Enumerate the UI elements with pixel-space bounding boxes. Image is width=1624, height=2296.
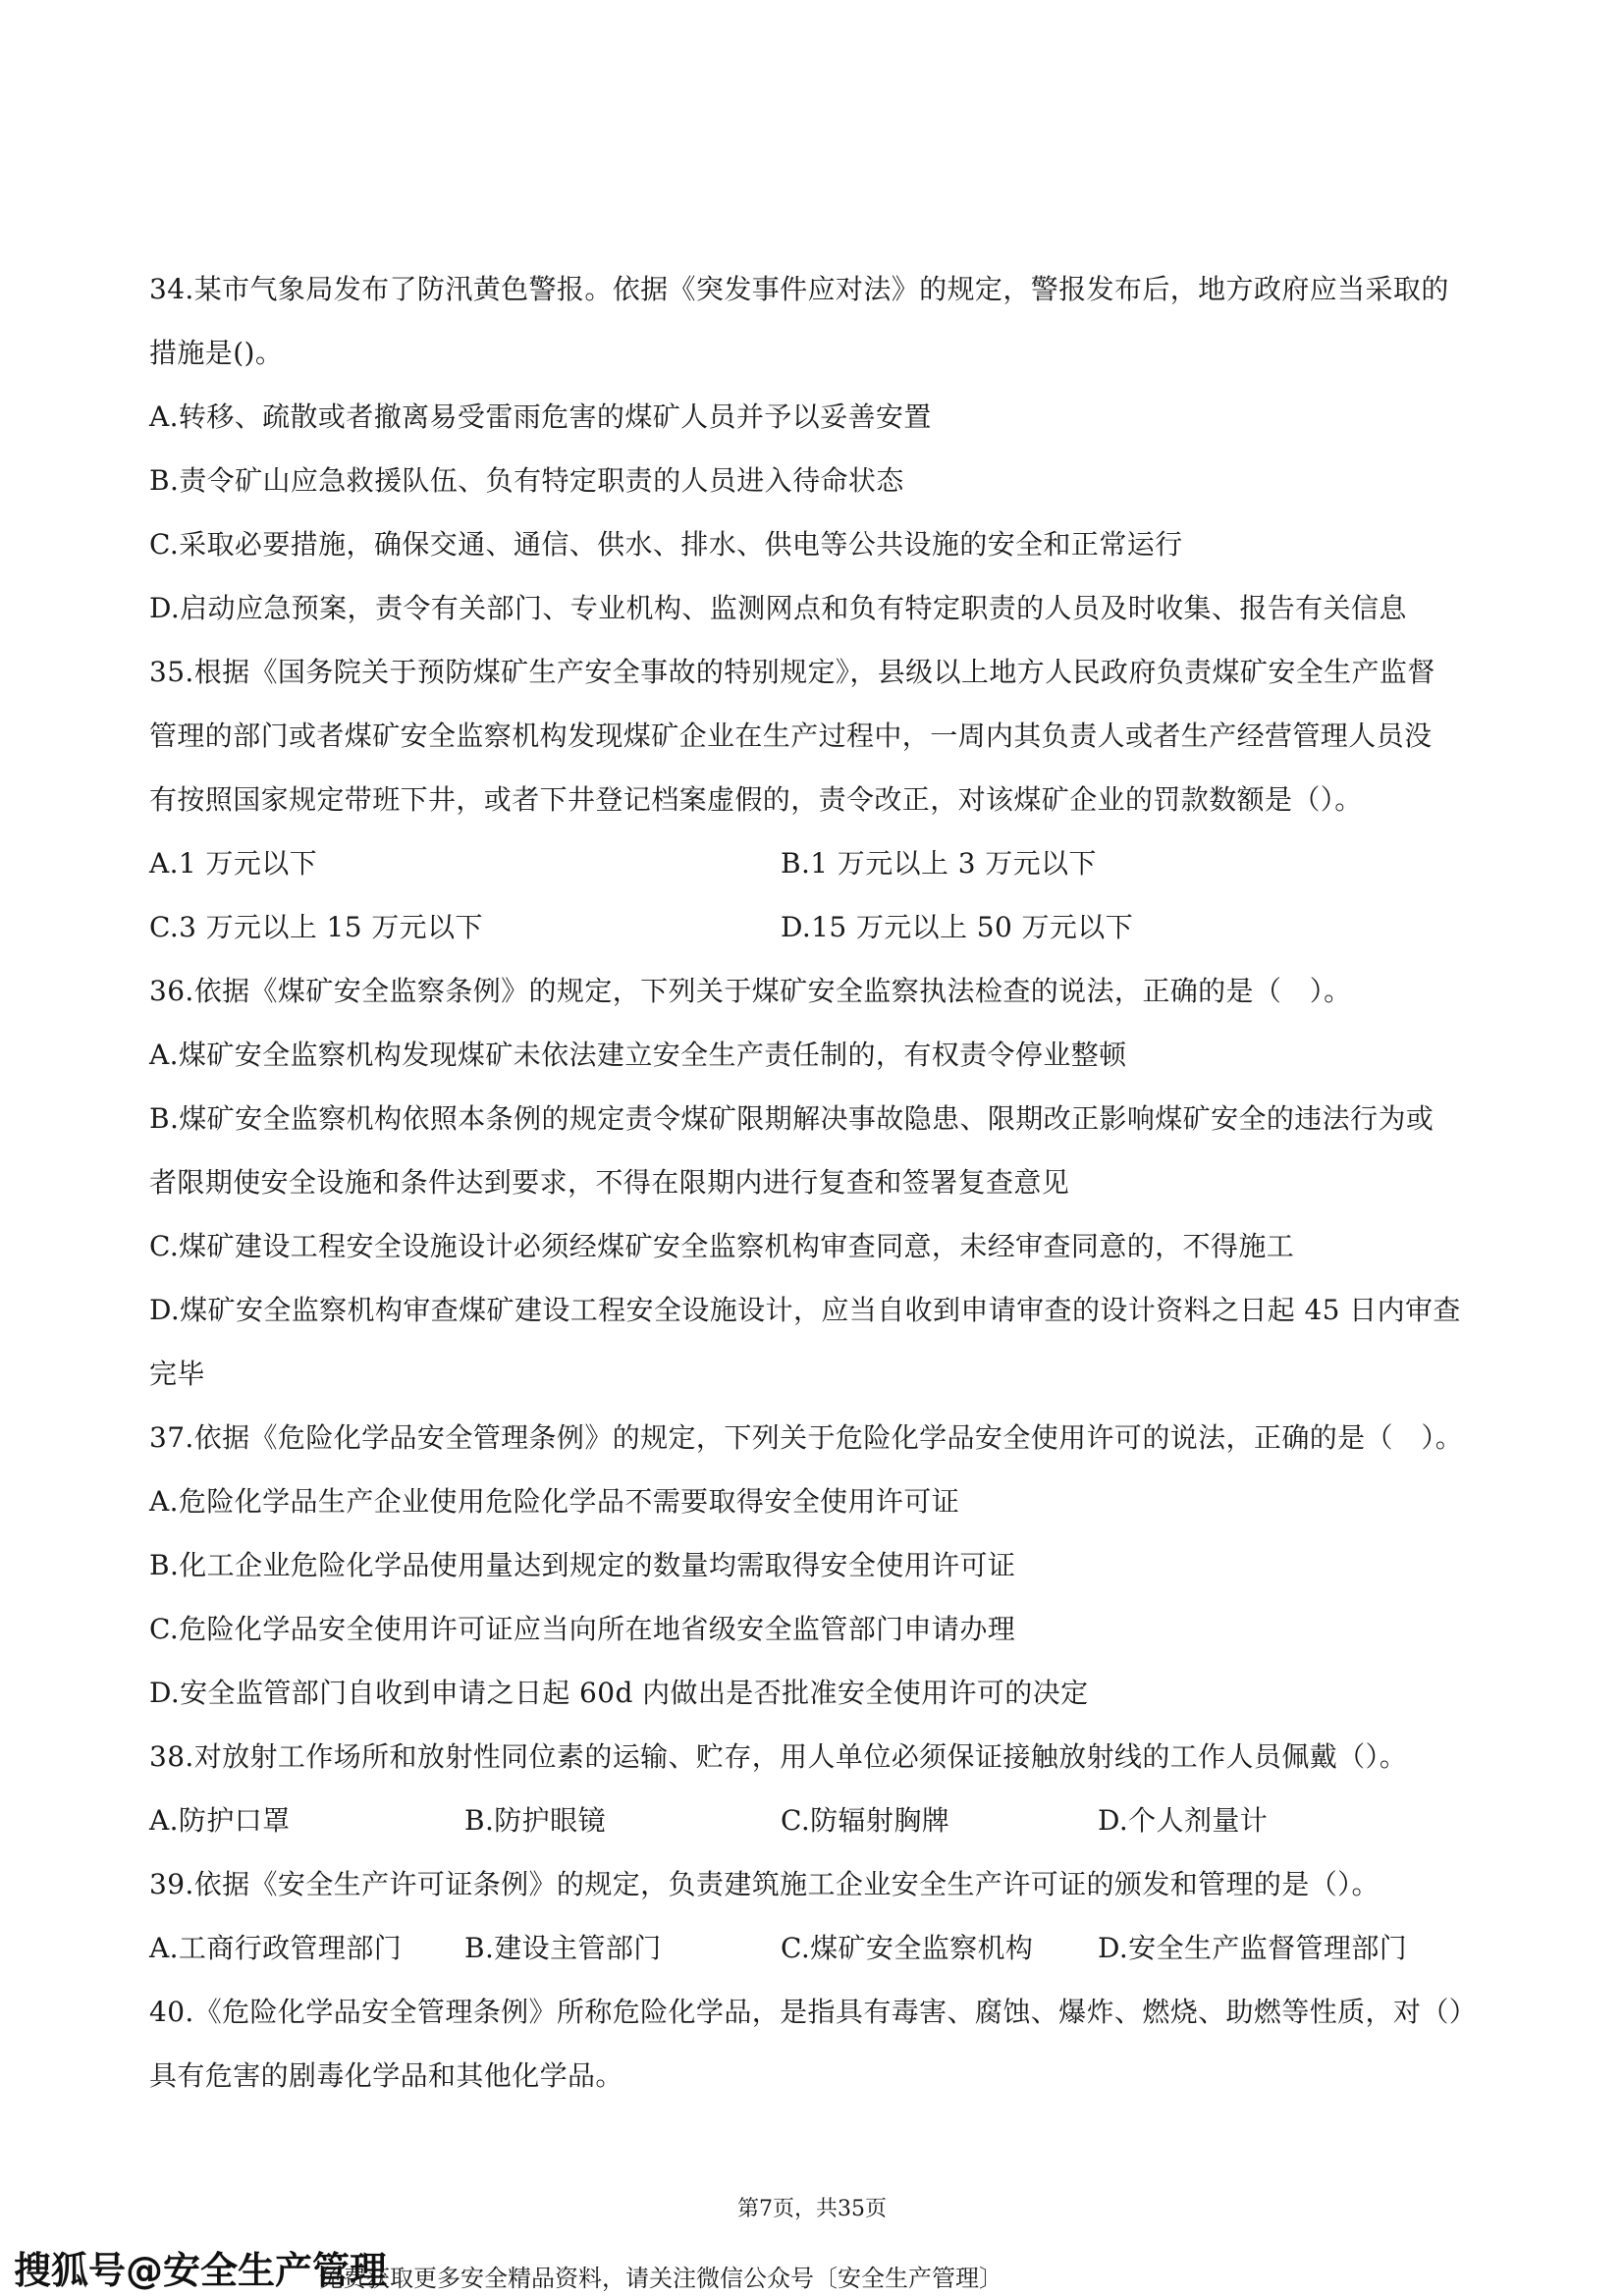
- q38-option-b: B.防护眼镜: [464, 1804, 606, 1837]
- q37-option-b: B.化工企业危险化学品使用量达到规定的数量均需取得安全使用许可证: [149, 1549, 1016, 1581]
- q39-option-c: C.煤矿安全监察机构: [781, 1932, 1034, 1964]
- q39-option-b: B.建设主管部门: [464, 1932, 662, 1964]
- q37-option-c: C.危险化学品安全使用许可证应当向所在地省级安全监管部门申请办理: [149, 1613, 1016, 1645]
- q35-option-d: D.15 万元以上 50 万元以下: [781, 911, 1134, 943]
- q34-option-d: D.启动应急预案，责令有关部门、专业机构、监测网点和负有特定职责的人员及时收集、报告有关信息: [149, 592, 1407, 624]
- q35-option-a: A.1 万元以下: [149, 847, 318, 880]
- q37-option-a: A.危险化学品生产企业使用危险化学品不需要取得安全使用许可证: [149, 1485, 960, 1518]
- q40-stem-line1: 40.《危险化学品安全管理条例》所称危险化学品，是指具有毒害、腐蚀、爆炸、燃烧、助燃等性质，对（）: [149, 1996, 1478, 2028]
- watermark: 搜狐号@安全生产管理: [14, 2249, 388, 2292]
- footer-note: 免费获取更多安全精品资料，请关注微信公众号〔安全生产管理〕: [319, 2265, 1002, 2292]
- q36-stem-line1: 36.依据《煤矿安全监察条例》的规定，下列关于煤矿安全监察执法检查的说法，正确的是（ ）。: [149, 975, 1352, 1007]
- page-number: 第7页，共35页: [737, 2197, 887, 2221]
- q35-option-c: C.3 万元以上 15 万元以下: [149, 911, 483, 943]
- q34-stem-line2: 措施是()。: [149, 337, 284, 369]
- q38-stem-line1: 38.对放射工作场所和放射性同位素的运输、贮存，用人单位必须保证接触放射线的工作人员佩戴（）。: [149, 1740, 1408, 1773]
- q36-option-b-line1: B.煤矿安全监察机构依照本条例的规定责令煤矿限期解决事故隐患、限期改正影响煤矿安全的违法行为或: [149, 1102, 1435, 1135]
- q40-stem-line2: 具有危害的剧毒化学品和其他化学品。: [149, 2059, 623, 2092]
- q34-option-c: C.采取必要措施，确保交通、通信、供水、排水、供电等公共设施的安全和正常运行: [149, 528, 1183, 561]
- q36-option-d-line2: 完毕: [149, 1358, 205, 1390]
- q34-stem-line1: 34.某市气象局发布了防汛黄色警报。依据《突发事件应对法》的规定，警报发布后，地方政府应当采取的: [149, 273, 1449, 305]
- q34-option-b: B.责令矿山应急救援队伍、负有特定职责的人员进入待命状态: [149, 464, 904, 497]
- q39-option-d: D.安全生产监督管理部门: [1098, 1932, 1408, 1964]
- q38-option-d: D.个人剂量计: [1098, 1804, 1269, 1837]
- q35-stem-line1: 35.根据《国务院关于预防煤矿生产安全事故的特别规定》，县级以上地方人民政府负责煤矿安全生产监督: [149, 656, 1435, 688]
- q39-stem-line1: 39.依据《安全生产许可证条例》的规定，负责建筑施工企业安全生产许可证的颁发和管理的是（）。: [149, 1868, 1380, 1900]
- q35-stem-line3: 有按照国家规定带班下井，或者下井登记档案虚假的，责令改正，对该煤矿企业的罚款数额是（）。: [149, 783, 1363, 816]
- q37-option-d: D.安全监管部门自收到申请之日起 60d 内做出是否批准安全使用许可的决定: [149, 1677, 1089, 1709]
- q38-option-c: C.防辐射胸牌: [781, 1804, 950, 1837]
- q35-option-b: B.1 万元以上 3 万元以下: [781, 847, 1097, 880]
- q36-option-a: A.煤矿安全监察机构发现煤矿未依法建立安全生产责任制的，有权责令停业整顿: [149, 1039, 1127, 1071]
- q35-stem-line2: 管理的部门或者煤矿安全监察机构发现煤矿企业在生产过程中，一周内其负责人或者生产经营管理人员没: [149, 720, 1433, 752]
- q36-option-c: C.煤矿建设工程安全设施设计必须经煤矿安全监察机构审查同意，未经审查同意的，不得施工: [149, 1230, 1295, 1262]
- q36-option-d-line1: D.煤矿安全监察机构审查煤矿建设工程安全设施设计，应当自收到申请审查的设计资料之日起 45 日内审查: [149, 1294, 1461, 1326]
- q39-option-a: A.工商行政管理部门: [149, 1932, 403, 1964]
- q34-option-a: A.转移、疏散或者撤离易受雷雨危害的煤矿人员并予以妥善安置: [149, 400, 932, 433]
- q38-option-a: A.防护口罩: [149, 1804, 291, 1837]
- q36-option-b-line2: 者限期使安全设施和条件达到要求，不得在限期内进行复查和签署复查意见: [149, 1166, 1070, 1199]
- q37-stem-line1: 37.依据《危险化学品安全管理条例》的规定，下列关于危险化学品安全使用许可的说法，正确的是（ ）。: [149, 1421, 1464, 1454]
